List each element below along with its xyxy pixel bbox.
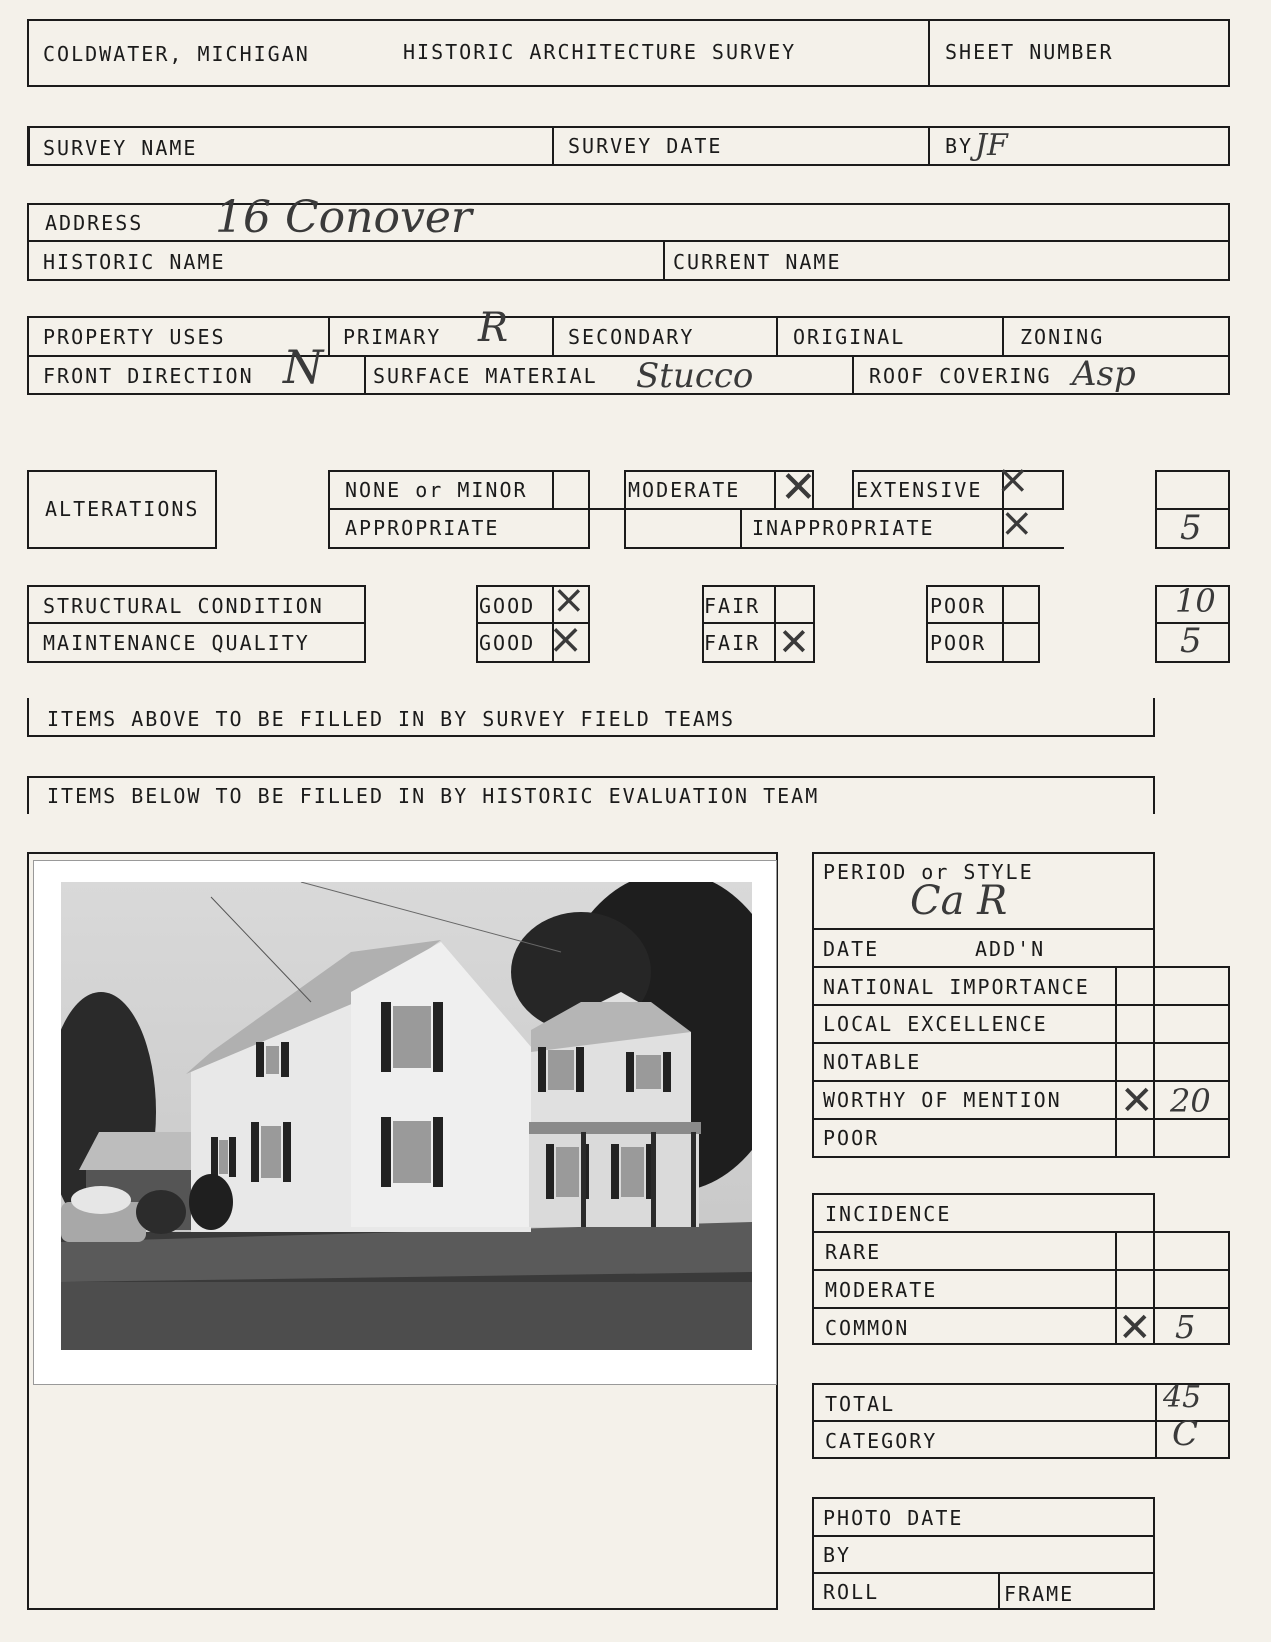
common-score: 5 [1175, 1308, 1196, 1346]
front-direction-value: N [283, 340, 324, 394]
primary-label: PRIMARY [343, 325, 442, 349]
incidence-label: INCIDENCE [825, 1202, 952, 1226]
maintenance-quality-label: MAINTENANCE QUALITY [43, 631, 310, 655]
total-value: 45 [1163, 1380, 1202, 1415]
surface-material-label: SURFACE MATERIAL [373, 364, 598, 388]
national-importance-label: NATIONAL IMPORTANCE [823, 975, 1090, 999]
note-above: ITEMS ABOVE TO BE FILLED IN BY SURVEY FIELD TEAMS [47, 707, 736, 731]
roll-label: ROLL [823, 1580, 880, 1604]
addn-label: ADD'N [975, 937, 1046, 961]
roof-covering-value: Asp [1072, 354, 1136, 394]
notable-label: NOTABLE [823, 1050, 922, 1074]
address-value: 16 Conover [215, 192, 472, 243]
sheet-number-label: SHEET NUMBER [945, 40, 1114, 64]
date-label: DATE [823, 937, 880, 961]
incidence-moderate-label: MODERATE [825, 1278, 938, 1302]
inappropriate-label: INAPPROPRIATE [752, 516, 935, 540]
front-direction-label: FRONT DIRECTION [43, 364, 254, 388]
maintenance-good-label: GOOD [479, 631, 536, 655]
structural-fair-label: FAIR [704, 594, 761, 618]
rare-label: RARE [825, 1240, 882, 1264]
maintenance-fair-check-mark: ✕ [778, 620, 810, 664]
none-minor-label: NONE or MINOR [345, 478, 528, 502]
by-label: BY [945, 134, 974, 158]
historic-name-label: HISTORIC NAME [43, 250, 226, 274]
moderate-check-mark: ✕ [780, 462, 817, 513]
structural-good-label: GOOD [479, 594, 536, 618]
structural-condition-label: STRUCTURAL CONDITION [43, 594, 324, 618]
alterations-label: ALTERATIONS [45, 497, 200, 521]
alterations-score: 5 [1180, 508, 1202, 548]
primary-value: R [478, 305, 509, 351]
surface-material-value: Stucco [636, 356, 754, 396]
frame-label: FRAME [1004, 1582, 1075, 1606]
evaluation-score-column [1115, 966, 1230, 1158]
zoning-label: ZONING [1020, 325, 1105, 349]
worthy-score: 20 [1170, 1082, 1211, 1120]
maintenance-good-scribble-mark: ⨯ [548, 614, 584, 663]
note-below: ITEMS BELOW TO BE FILLED IN BY HISTORIC EVALUATION TEAM [47, 784, 820, 808]
local-excellence-label: LOCAL EXCELLENCE [823, 1012, 1048, 1036]
structural-poor-label: POOR [930, 594, 987, 618]
current-name-label: CURRENT NAME [673, 250, 842, 274]
worthy-check-mark: ✕ [1120, 1078, 1154, 1124]
period-style-label: PERIOD or STYLE [823, 860, 1034, 884]
structural-good-scribble-mark: ⨯ [552, 577, 586, 623]
city-label: COLDWATER, MICHIGAN [43, 42, 310, 66]
structural-score: 10 [1175, 582, 1216, 620]
photo-date-label: PHOTO DATE [823, 1506, 964, 1530]
common-check-mark: ✕ [1118, 1305, 1152, 1351]
house-photo [61, 882, 752, 1350]
form-title: HISTORIC ARCHITECTURE SURVEY [403, 40, 797, 64]
category-label: CATEGORY [825, 1429, 938, 1453]
by-value: JF [975, 128, 1008, 163]
moderate-label: MODERATE [628, 478, 741, 502]
survey-date-label: SURVEY DATE [568, 134, 723, 158]
survey-name-label: SURVEY NAME [43, 136, 198, 160]
photo-by-label: BY [823, 1543, 852, 1567]
period-style-value: Ca R [910, 878, 1008, 924]
extensive-label: EXTENSIVE [856, 478, 983, 502]
maintenance-poor-label: POOR [930, 631, 987, 655]
category-value: C [1172, 1414, 1199, 1454]
property-uses-label: PROPERTY USES [43, 325, 226, 349]
common-label: COMMON [825, 1316, 910, 1340]
appropriate-label: APPROPRIATE [345, 516, 500, 540]
roof-covering-label: ROOF COVERING [869, 364, 1052, 388]
evaluation-poor-label: POOR [823, 1126, 880, 1150]
total-label: TOTAL [825, 1392, 896, 1416]
inappropriate-scribble-mark: ⨯ [1000, 500, 1034, 546]
extensive-scribble-mark: ⨯ [996, 457, 1030, 503]
address-label: ADDRESS [45, 211, 144, 235]
maintenance-fair-label: FAIR [704, 631, 761, 655]
maintenance-score: 5 [1180, 621, 1202, 661]
secondary-label: SECONDARY [568, 325, 695, 349]
worthy-of-mention-label: WORTHY OF MENTION [823, 1088, 1062, 1112]
original-label: ORIGINAL [793, 325, 906, 349]
